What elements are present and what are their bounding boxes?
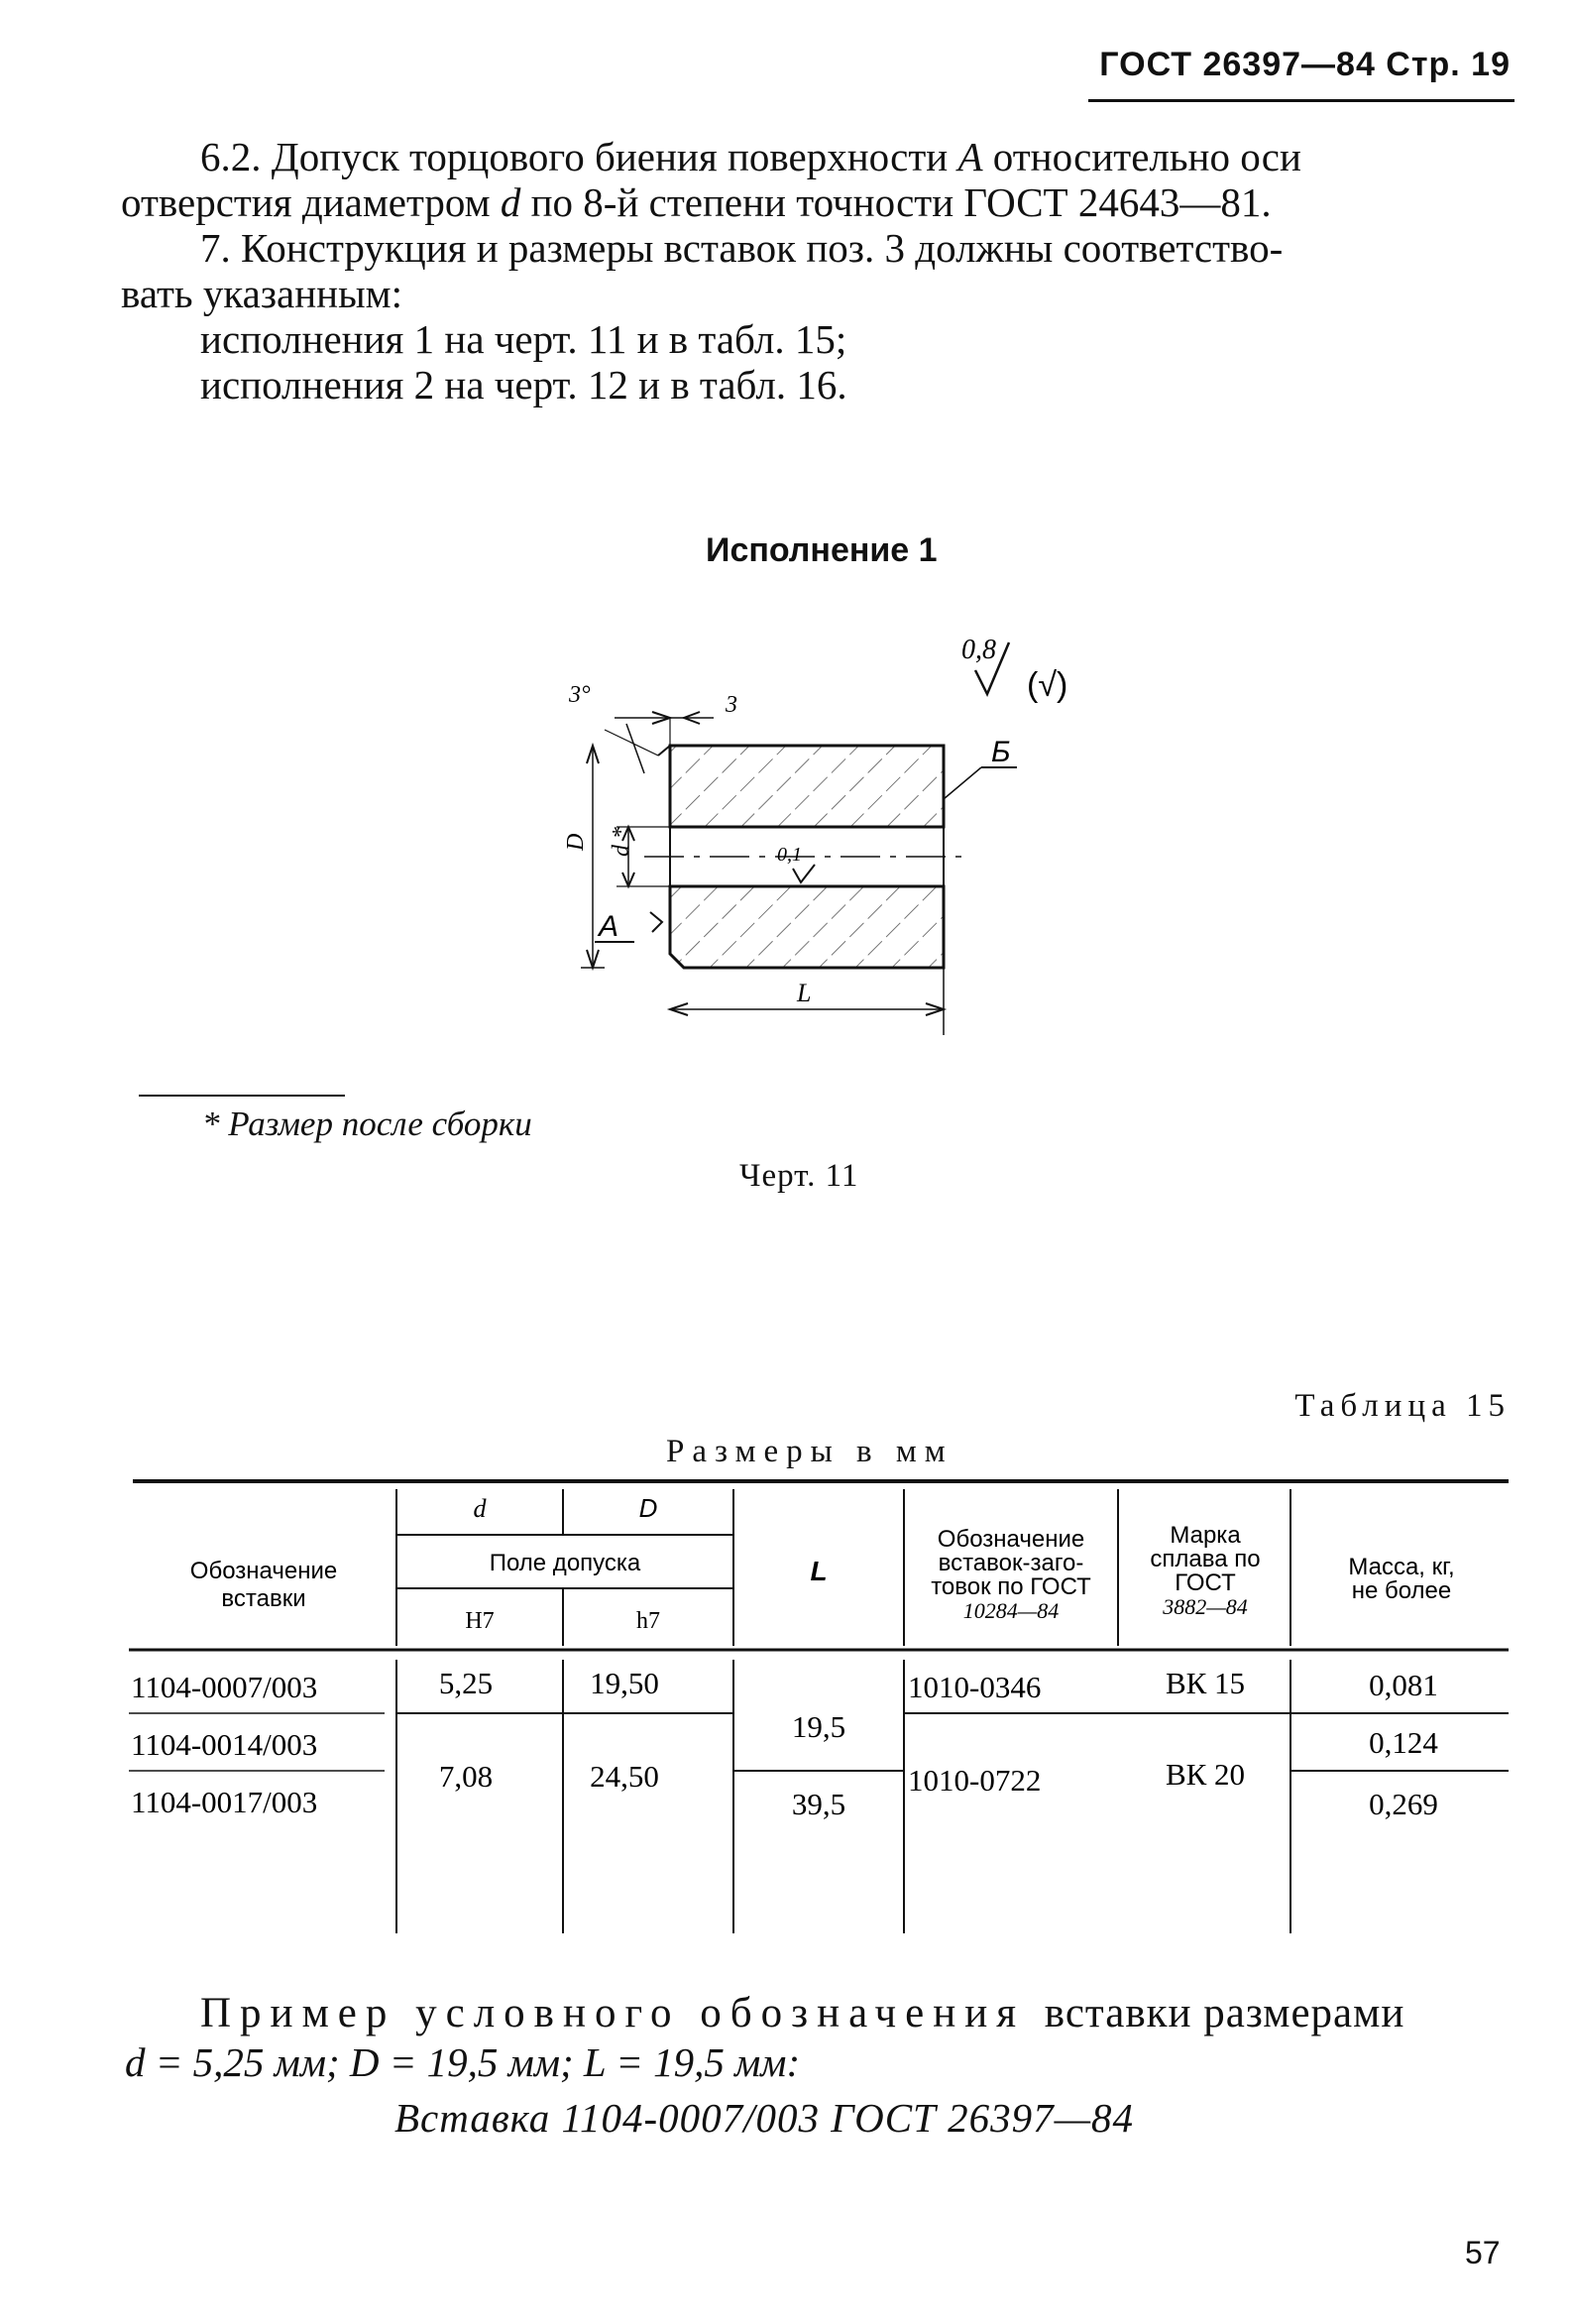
dimension-L (670, 968, 944, 1035)
header-rule (1088, 99, 1514, 102)
label-angle: 3° (569, 682, 591, 708)
cell-d-row23: 7,08 (438, 1759, 494, 1794)
paragraph-6-2-line1: 6.2. Допуск торцового биения поверхности А относительно оси (200, 134, 1301, 179)
row2-designation: 1104-0014/003 (131, 1727, 318, 1762)
paragraph-6-2-line2: отверстия диаметром d по 8-й степени точности ГОСТ 24643—81. (121, 179, 1272, 225)
table-label: Таблица 15 (1294, 1388, 1511, 1424)
row3-designation: 1104-0017/003 (131, 1785, 318, 1819)
example-line2: d = 5,25 мм; D = 19,5 мм; L = 19,5 мм: (125, 2039, 801, 2085)
header-tolerance-field: Поле допуска (489, 1550, 641, 1576)
units-label: Размеры в мм (666, 1434, 953, 1469)
page-number: 57 (1465, 2235, 1501, 2270)
label-D: D (563, 833, 589, 851)
technical-drawing (535, 615, 1090, 1051)
row1-designation: 1104-0007/003 (131, 1670, 318, 1704)
example-line1: Пример условного обозначения вставки размерами (200, 1990, 1405, 2036)
header-D: D (638, 1493, 658, 1523)
cell-D-row1: 19,50 (590, 1666, 659, 1700)
label-chamfer: 3 (726, 692, 737, 718)
cell-blank-row23: 1010-0722 (908, 1763, 1042, 1798)
footnote-rule (139, 1095, 345, 1097)
paragraph-7-line3: исполнения 1 на черт. 11 и в табл. 15; (200, 316, 847, 362)
roughness-symbol (961, 635, 1067, 704)
runout-mark (777, 844, 815, 882)
row1-mass: 0,081 (1369, 1668, 1438, 1702)
row2-mass: 0,124 (1369, 1725, 1438, 1760)
header-alloy-3: ГОСТ (1175, 1569, 1236, 1596)
header-mass-2: не более (1351, 1577, 1452, 1604)
paragraph-7-line1: 7. Конструкция и размеры вставок поз. 3 должны соответство- (200, 225, 1284, 271)
figure-caption: Исполнение 1 (706, 531, 938, 569)
header-blank-2: вставок-заго- (938, 1550, 1084, 1576)
header-alloy-4: 3882—84 (1163, 1594, 1248, 1619)
surface-B-marker (944, 736, 1017, 799)
cell-alloy-row23: ВК 20 (1165, 1757, 1246, 1792)
header-mass-1: Масса, кг, (1348, 1554, 1455, 1580)
cell-D-row23: 24,50 (590, 1759, 659, 1794)
row3-mass: 0,269 (1369, 1787, 1438, 1821)
header-d: d (473, 1494, 487, 1523)
cell-alloy-row1: ВК 15 (1165, 1666, 1246, 1700)
cell-L-row3: 39,5 (791, 1787, 846, 1821)
roughness-value: 0,8 (961, 635, 996, 665)
figure-label: Черт. 11 (739, 1158, 859, 1194)
header-blank-1: Обозначение (937, 1526, 1085, 1553)
header-h7: h7 (636, 1608, 660, 1634)
header-blank-4: 10284—84 (962, 1598, 1060, 1623)
paragraph-7-line2: вать указанным: (121, 271, 402, 316)
roughness-paren: (√) (1027, 666, 1068, 704)
label-A: A (599, 910, 619, 943)
label-runout: 0,1 (777, 844, 802, 866)
header-designation-1: Обозначение (189, 1558, 338, 1584)
header-blank-3: товок по ГОСТ (931, 1573, 1091, 1600)
header-alloy-2: сплава по (1150, 1546, 1261, 1572)
example-line3: Вставка 1104-0007/003 ГОСТ 26397—84 (394, 2095, 1135, 2141)
page-header: ГОСТ 26397—84 Стр. 19 (1099, 46, 1511, 83)
paragraph-7-line4: исполнения 2 на черт. 12 и в табл. 16. (200, 362, 847, 407)
cell-L-row12: 19,5 (791, 1709, 846, 1744)
footnote: * Размер после сборки (202, 1104, 532, 1143)
label-L: L (797, 979, 812, 1007)
header-alloy-1: Марка (1170, 1522, 1241, 1549)
cell-d-row1: 5,25 (438, 1666, 494, 1700)
label-d: d * (609, 827, 634, 857)
header-H7: H7 (465, 1608, 495, 1634)
header-L: L (810, 1556, 828, 1586)
header-designation-2: вставки (221, 1585, 306, 1612)
insert-section (644, 746, 971, 968)
cell-blank-row1: 1010-0346 (908, 1670, 1042, 1704)
surface-A-marker (595, 910, 662, 943)
dimensions-table (125, 1477, 1513, 1943)
label-B: Б (991, 736, 1011, 768)
